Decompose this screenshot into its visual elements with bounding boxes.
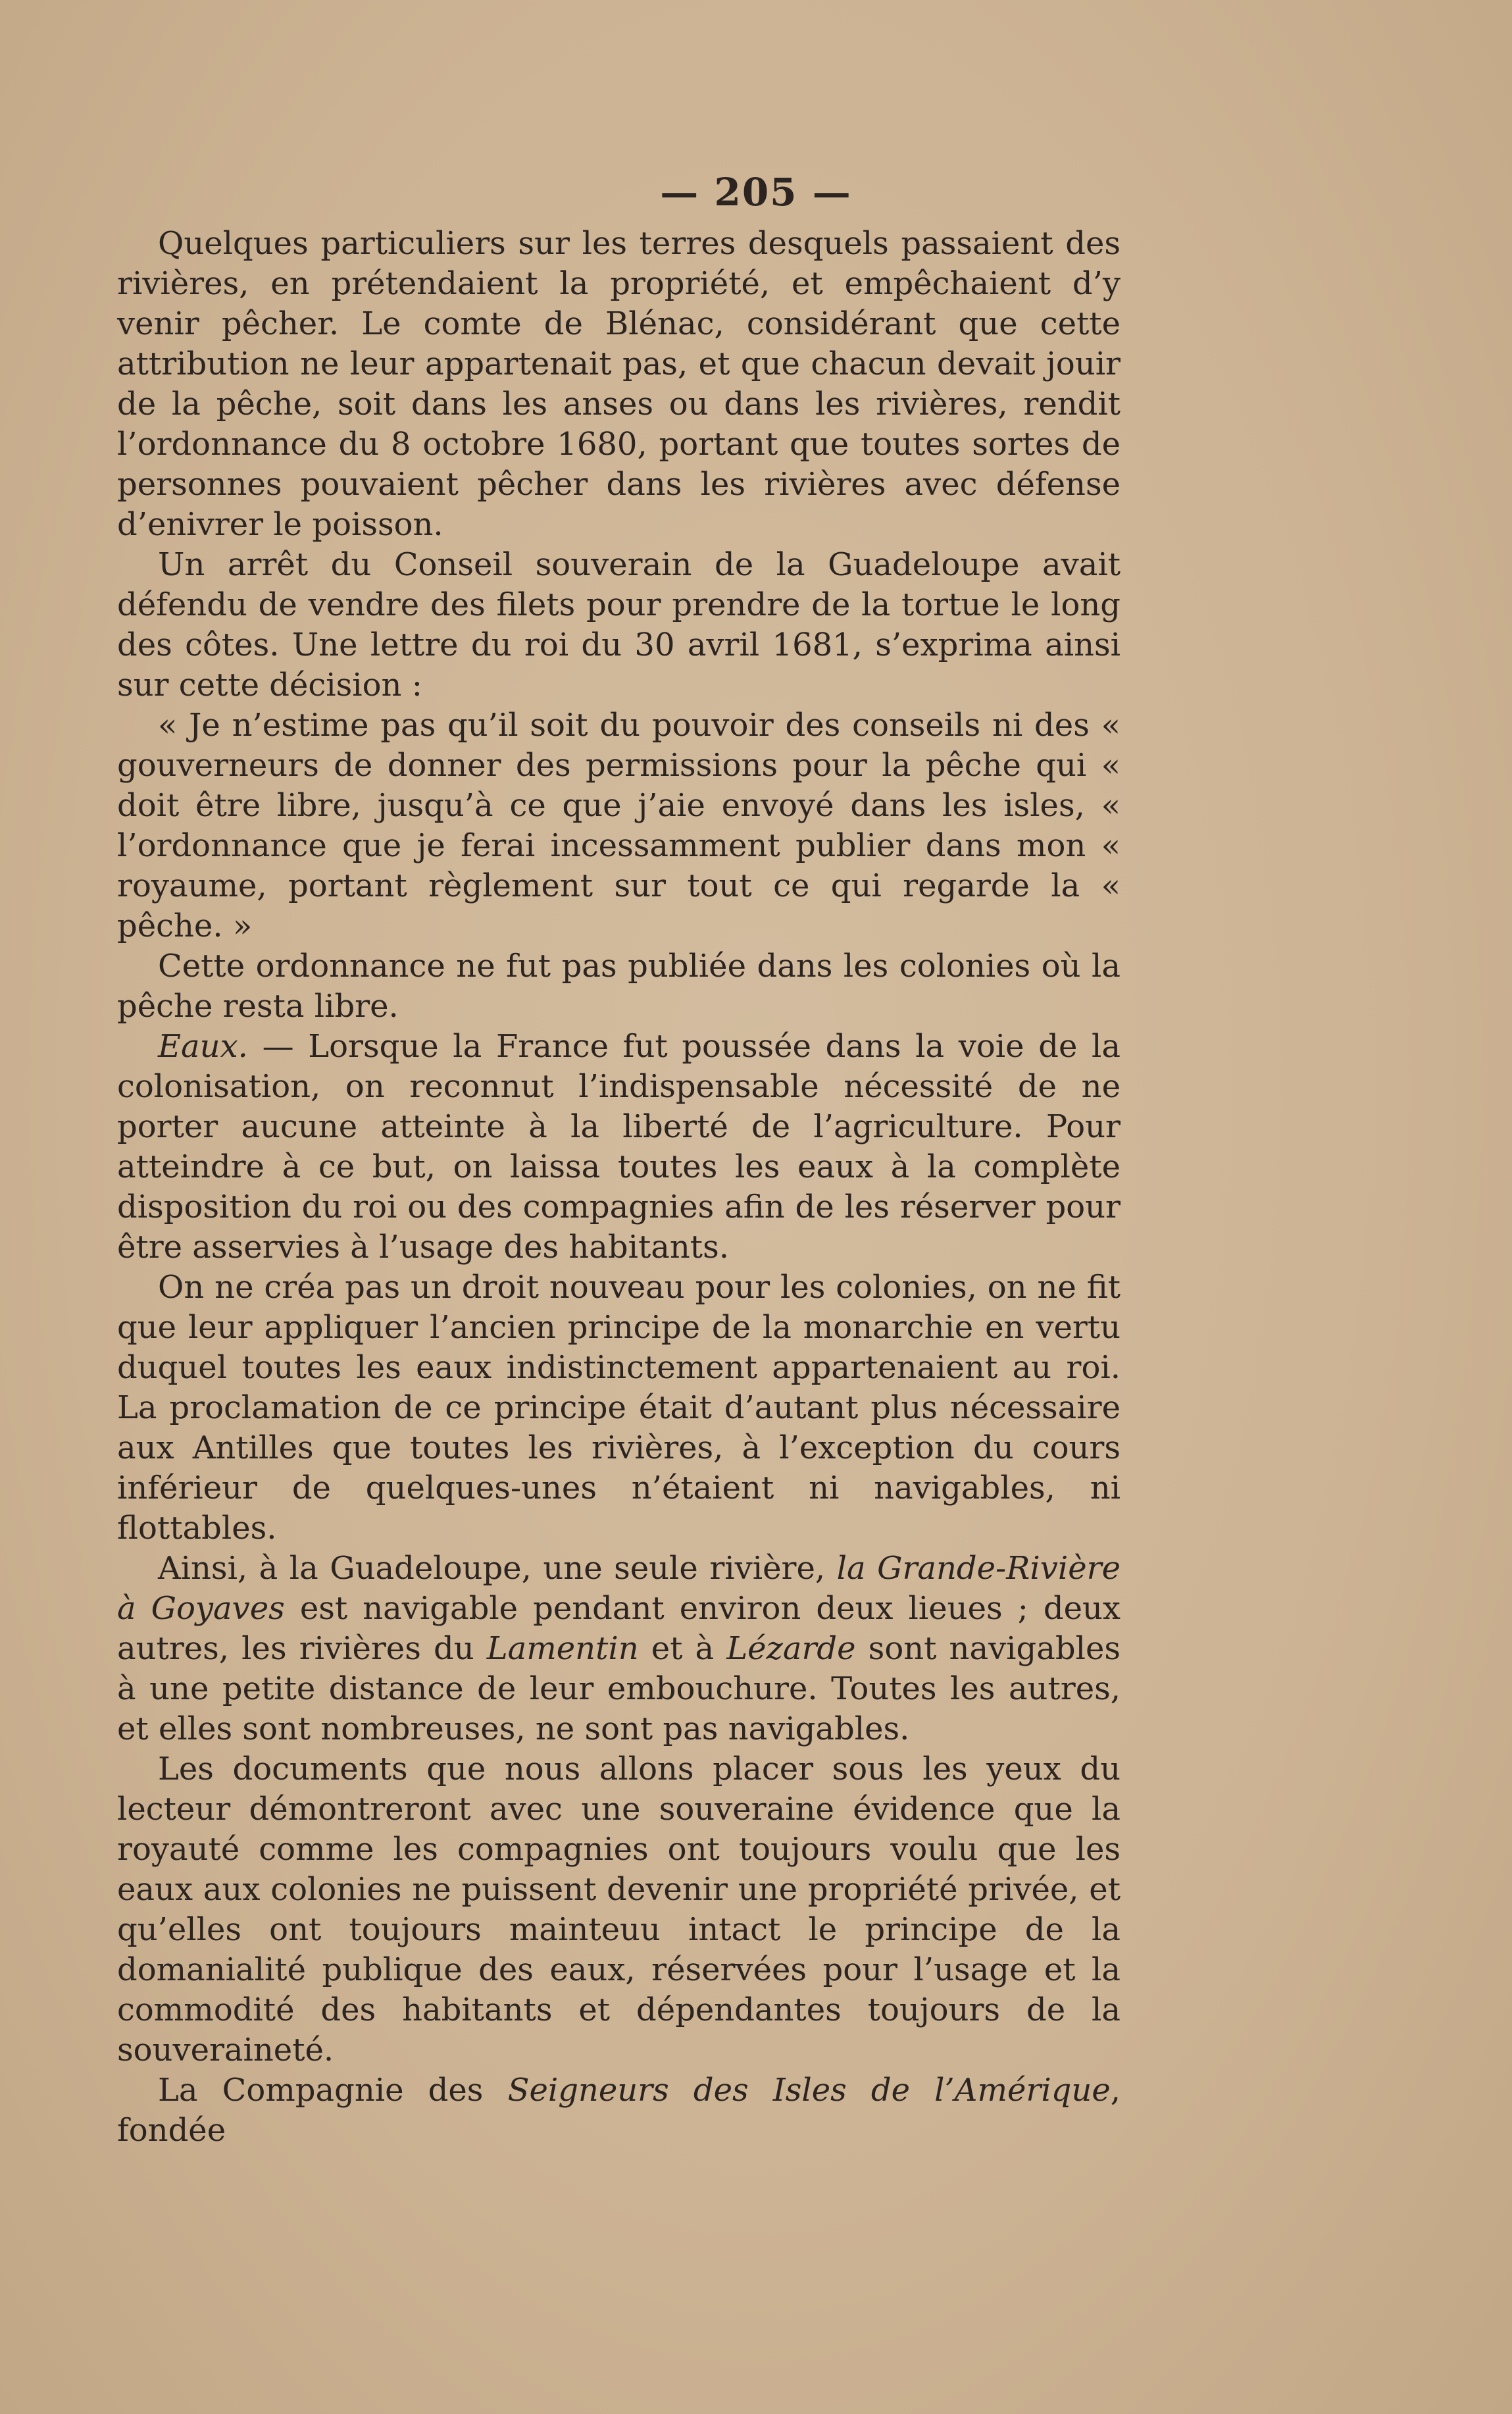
paragraph-compagnie [117, 2070, 1121, 2151]
text-segment: est navigable pendant environ deux lieues ; deux autres, les rivières du [117, 1590, 1121, 1667]
paragraph-eaux-text: — Lorsque la France fut poussée dans la voie de la colonisation, on reconnut l’indispensable nécessité de ne porter aucune atteinte à la liberté de l’agriculture. Pour atteindre à ce but, on laissa toutes les eaux à la complète disposition du roi ou des compagnies afin de les réserver pour être asservies à l’usage des habitants. [117, 1028, 1121, 1266]
page-number: — 205 — [660, 170, 852, 215]
quote-lettre-du-roi: « Je n’estime pas qu’il soit du pouvoir des conseils ni des « gouverneurs de donner des permissions pour la pêche qui « doit être libre, jusqu’à ce que j’aie envoyé dans les isles, « l’ordonnance que je ferai incessamment publier dans mon « royaume, portant règlement sur tout ce qui regarde la « pêche. » [117, 707, 1121, 944]
text-segment: , fondée [117, 2072, 1121, 2149]
text-segment: sont navigables à une petite distance de leur embouchure. Toutes les autres, et elles sont nombreuses, ne sont pas navigables. [117, 1630, 1121, 1747]
paragraph-arret-conseil: Un arrêt du Conseil souverain de la Guadeloupe avait défendu de vendre des filets pour prendre de la tortue le long des côtes. Une lettre du roi du 30 avril 1681, s’exprima ainsi sur cette décision : [117, 546, 1121, 704]
paragraph-documents: Les documents que nous allons placer sous les yeux du lecteur démontreront avec une souveraine évidence que la royauté comme les compagnies ont toujours voulu que les eaux aux colonies ne puissent devenir une propriété privée, et qu’elles ont toujours mainteuu intact le principe de la domanialité publique des eaux, réservées pour l’usage et la commodité des habitants et dépendantes toujours de la souveraineté. [117, 1751, 1121, 2068]
river-name-grande-riviere: la Grande-Rivière à Goyaves [117, 1550, 1121, 1627]
paragraph-peche-particuliers: Quelques particuliers sur les terres desquels passaient des rivières, en prétendaient la propriété, et empêchaient d’y venir pêcher. Le comte de Blénac, considérant que cette attribution ne leur appartenait pas, et que chacun devait jouir de la pêche, soit dans les anses ou dans les rivières, rendit l’ordonnance du 8 octobre 1680, portant que toutes sortes de personnes pouvaient pêcher dans les rivières avec défense d’enivrer le poisson. [117, 225, 1121, 543]
paragraph-eaux [117, 1027, 1121, 1268]
text-segment: Ainsi, à la Guadeloupe, une seule rivière, [158, 1550, 837, 1587]
company-name: Seigneurs des Isles de l’Amérique [507, 2072, 1111, 2109]
river-name-lezarde: Lézarde [726, 1630, 856, 1667]
text-segment: et à [638, 1630, 727, 1667]
paragraph-droit-nouveau: On ne créa pas un droit nouveau pour les colonies, on ne fit que leur appliquer l’ancien principe de la monarchie en vertu duquel toutes les eaux indistinctement appartenaient au roi. La proclamation de ce principe était d’autant plus nécessaire aux Antilles que toutes les rivières, à l’exception du cours inférieur de quelques-unes n’étaient ni navigables, ni flottables. [117, 1269, 1121, 1547]
river-name-lamentin: Lamentin [486, 1630, 639, 1667]
paragraph-ordonnance: Cette ordonnance ne fut pas publiée dans les colonies où la pêche resta libre. [117, 948, 1121, 1025]
body-text [117, 224, 1121, 2151]
text-segment: La Compagnie des [158, 2072, 508, 2109]
paragraph-guadeloupe-rivieres [117, 1549, 1121, 1749]
section-heading-eaux: Eaux. [158, 1028, 248, 1065]
